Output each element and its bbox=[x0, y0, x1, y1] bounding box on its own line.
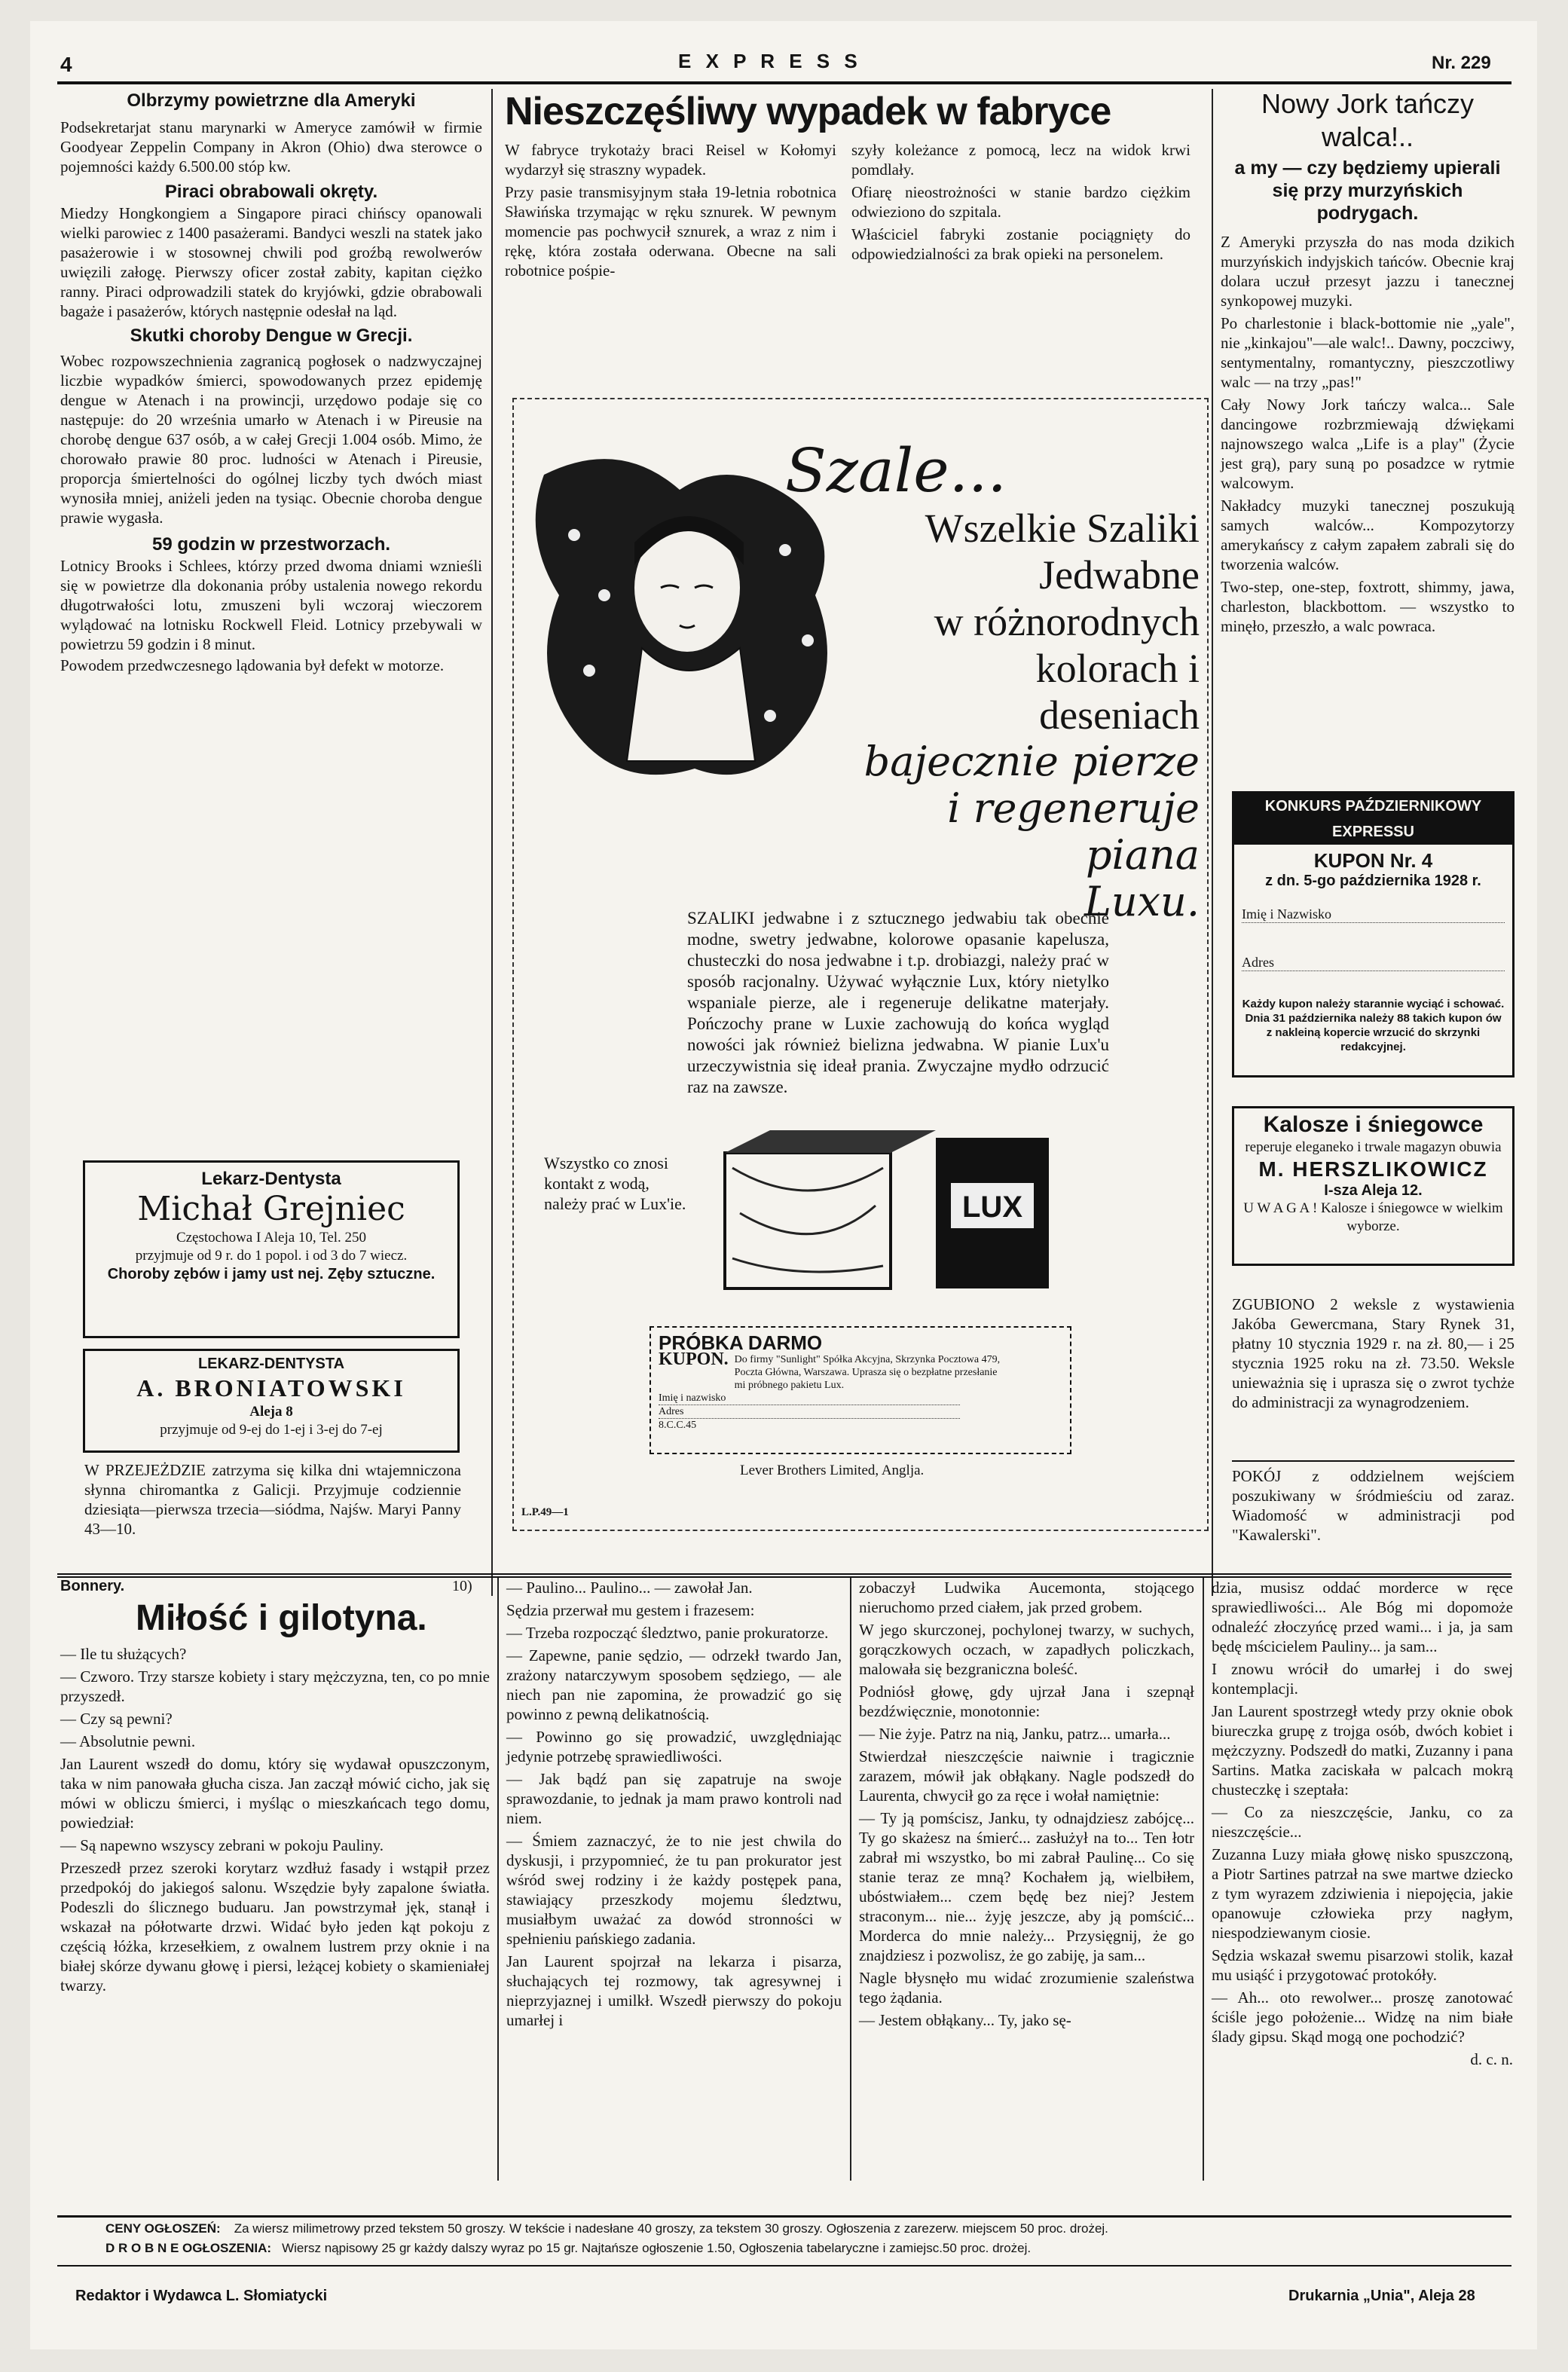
coupon-small: Do firmy "Sunlight" Spółka Akcyjna, Skrzynka Pocztowa 479, Poczta Główna, Warszawa. Uprasza się o bezpłatne przesłanie mi próbnego pakietu Lux. bbox=[734, 1354, 1001, 1391]
ad-address: I-sza Aleja 12. bbox=[1324, 1182, 1423, 1199]
lux-headline-3: Jedwabne bbox=[1039, 552, 1200, 598]
story-paragraph: Podniósł głowę, gdy ujrzał Jana i szepnął bezdźwięcznie, monotonnie: bbox=[859, 1683, 1194, 1720]
story-paragraph: — Paulino... Paulino... — zawołał Jan. bbox=[506, 1579, 753, 1597]
article-title: Olbrzymy powietrzne dla Ameryki bbox=[127, 90, 416, 111]
lux-box-label: LUX bbox=[962, 1191, 1022, 1224]
dentist-ad-grejniec bbox=[83, 1160, 460, 1338]
article-text: Podsekretarjat stanu marynarki w Ameryce zamówił w firmie Goodyear Zeppelin Company in Akron (Ohio) dwa sterowce o pojemności każdy 6.500.00 stóp kw. bbox=[60, 118, 482, 176]
story-paragraph: dzia, musisz oddać morderce w ręce sprawiedliwości... Ale Bóg mi dopomoże odnaleźć złoczyńcę przed wami... i ja, ja sam będę mścicielem Pauliny... ja sam... bbox=[1212, 1579, 1513, 1655]
ad-slogan: Choroby zębów i jamy ust nej. Zęby sztuczne. bbox=[107, 1266, 436, 1282]
footer-rule bbox=[57, 2265, 1511, 2267]
header-rule bbox=[57, 81, 1511, 84]
ad-name: Michał Grejniec bbox=[137, 1190, 405, 1228]
story-paragraph: W jego skurczonej, pochylonej twarzy, w suchych, gorączkowych oczach, w zapadłych policzkach, malowała się bezgraniczna boleść. bbox=[859, 1621, 1194, 1678]
classified-prices bbox=[105, 2239, 1507, 2257]
story-paragraph: zobaczył Ludwika Aucemonta, stojącego nieruchomo przed ciałem, jak przed grobem. bbox=[859, 1579, 1194, 1616]
article-text: W fabryce trykotaży braci Reisel w Kołomyi wydarzył się straszny wypadek. bbox=[505, 141, 836, 179]
story-paragraph: — Absolutnie pewni. bbox=[60, 1732, 196, 1750]
ad-hours: przyjmuje od 9 r. do 1 popol. i od 3 do 7 wiecz. bbox=[135, 1248, 408, 1264]
contest-coupon[interactable] bbox=[1232, 791, 1515, 1077]
dentist-ad-broniatowski bbox=[83, 1349, 460, 1453]
story-paragraph: — Powinno go się prowadzić, uwzględniając jedynie potrzebę sprawiedliwości. bbox=[506, 1728, 842, 1765]
lux-footer: Lever Brothers Limited, Anglja. bbox=[740, 1463, 925, 1478]
article-text: szyły koleżance z pomocą, lecz na widok krwi pomdlały. bbox=[851, 141, 1191, 179]
prices-text: Za wiersz milimetrowy przed tekstem 50 groszy. W tekście i nadesłane 40 groszy, za tekstem 30 groszy. Ogłoszenia z zarezerw. miejscem 50 proc. drożej. bbox=[234, 2221, 1108, 2236]
coupon-name-field[interactable]: Imię i nazwisko bbox=[659, 1392, 960, 1405]
article-title: 59 godzin w przestworzach. bbox=[151, 534, 391, 555]
story-paragraph: Stwierdzał nieszczęście naiwnie i tragicznie zarazem, mówił jak obłąkany. Nagle podszedł do Laurenta, chwycił go za ręce i wołał namiętnie: bbox=[859, 1747, 1194, 1805]
ad-title: Kalosze i śniegowce bbox=[1263, 1112, 1484, 1137]
feuilleton-author: Bonnery. bbox=[60, 1578, 125, 1594]
story-paragraph: — Jak bądź pan się zapatruje na swoje sprawozdanie, to jednak ja mam prawo kontroli nad niem. bbox=[506, 1770, 842, 1827]
lux-code: L.P.49—1 bbox=[521, 1506, 569, 1518]
story-paragraph: — Co za nieszczęście, Janku, co za nieszczęście... bbox=[1212, 1803, 1513, 1841]
masthead: E X P R E S S bbox=[678, 50, 862, 72]
story-paragraph: — Ty ją pomścisz, Janku, ty odnajdziesz zabójcę... Ty go skażesz na śmierć... zasłużył na to... Ten łotr zabrał mi wszystko, bo mi zabrał Paulinę... Co się stanie teraz ze mną? Kochałem ją, wielbiłem, ubóstwiałem... czem będę bez niej? Jestem straconym... nie... żyję jeszcze, aby ją pomścić... Mordercа do mnie należy... Przysięgnij, że go znajdziesz i pozwolisz, że go zabiję, ja sam... bbox=[859, 1809, 1194, 1964]
article-title: Nowy Jork tańczy walca!.. bbox=[1261, 88, 1475, 152]
contest-address-field[interactable]: Adres bbox=[1242, 955, 1505, 971]
lux-headline-7: bajecznie pierze bbox=[863, 738, 1200, 785]
ad-heading: Lekarz-Dentysta bbox=[201, 1169, 341, 1189]
feuilleton-col3 bbox=[859, 1578, 1194, 2033]
article-text: Nakładcy muzyki tanecznej poszukują samych walców... Kompozytorzy amerykańscy z całym zapałem zabrali się do tworzenia walców. bbox=[1221, 497, 1515, 573]
story-paragraph: Zuzanna Luzy miała głowę nisko spuszczoną, a Piotr Sartines patrzał na swe martwe dziecko z tym wyrazem zdziwienia i niepojęcia, jakie opanowuje człowieka przy nagłym, niespodziewanym ciosie. bbox=[1212, 1845, 1513, 1942]
article-text: Lotnicy Brooks i Schlees, którzy przed dwoma dniami wznieśli się w powietrze dla dokonania próby ustalenia nowego rekordu długotrwałości lotu, zmuszeni byli wczoraj wieczorem wylądować na lotnisku Rockwell Fleid. Lotnicy przebywali w powietrzu 59 godzin i 8 minut. bbox=[60, 557, 482, 653]
feuilleton-number: 10) bbox=[452, 1578, 472, 1594]
center-article-col1 bbox=[505, 140, 836, 283]
column-rule bbox=[491, 89, 493, 1596]
column-rule bbox=[1203, 1578, 1204, 2181]
story-paragraph: Jan Laurent wszedł do domu, który się wydawał opuszczonym, taka w nim panowała głucha cisza. Jan zaczął mówić cicho, jak się mówi w obliczu śmierci, i myśląc o mieszkańcach tego domu, powiedział: bbox=[60, 1755, 490, 1832]
story-paragraph: — Czworo. Trzy starsze kobiety i stary mężczyzna, ten, co po mnie przyszedł. bbox=[60, 1667, 490, 1705]
drobne-text: Wiersz nąpisowy 25 gr każdy dalszy wyraz po 15 gr. Najtańsze ogłoszenie 1.50, Ogłoszenia tabelaryczne i zamiejsc.50 proc. drożej. bbox=[282, 2241, 1032, 2255]
lux-headline-6: deseniach bbox=[1039, 692, 1200, 738]
ad-prices bbox=[105, 2220, 1507, 2238]
feuilleton-col1 bbox=[60, 1644, 490, 1998]
article-text: Miedzy Hongkongiem a Singapore piraci chińscy opanowali wielki parowiec z 1400 pasażerami. Bandyci weszli na statek jako pasażerowie i w stosownej chwili pod groźbą rewolwerów uwięzili załogę. Pierwszy oficer został zabity, kapitan ciężko ranny. Piraci odprowadzili statek do kryjówki, gdzie obrabowali bagaże i pasażerów, których następnie odesłał na ląd. bbox=[60, 204, 482, 320]
editor: Redaktor i Wydawca L. Słomiatycki bbox=[75, 2288, 328, 2304]
article-text: Powodem przedwczesnego lądowania był defekt w motorze. bbox=[60, 656, 445, 674]
left-column bbox=[60, 90, 482, 677]
feuilleton-col4 bbox=[1212, 1578, 1513, 2072]
feuilleton-col2 bbox=[506, 1578, 842, 2033]
ad-line: reperuje eleganeko i trwale magazyn obuwia bbox=[1245, 1139, 1502, 1155]
coupon-kupon: KUPON. bbox=[659, 1350, 729, 1369]
ad-heading: LEKARZ-DENTYSTA bbox=[197, 1356, 345, 1372]
ad-name: M. HERSZLIKOWICZ bbox=[1258, 1157, 1488, 1181]
story-paragraph: — Trzeba rozpocząć śledztwo, panie prokuratorze. bbox=[506, 1624, 829, 1642]
article-text: Two-step, one-step, foxtrott, shimmy, jawa, charleston, blackbottom. — wszystko to minęło, przeszło, a walc powraca. bbox=[1221, 578, 1515, 635]
article-text: Ofiarę nieostrożności w stanie bardzo ciężkim odwieziono do szpitala. bbox=[851, 183, 1191, 221]
article-text: Przy pasie transmisyjnym stała 19-letnia robotnica Sławińska trzymając w ręku sznurek. W pewnym momencie pas pochwycił sznurek, a wraz z nim i rękę, która została oderwana. Obecne na sali robotnice pośpie- bbox=[505, 183, 836, 280]
article-title: Piraci obrabowali okręty. bbox=[164, 182, 378, 202]
story-paragraph: — Nie żyje. Patrz na nią, Janku, patrz... umarła... bbox=[859, 1725, 1171, 1743]
coupon-title: PRÓBKA DARMO bbox=[659, 1331, 823, 1354]
issue-number: Nr. 229 bbox=[1432, 53, 1491, 73]
feuilleton-title: Miłość i gilotyna. bbox=[136, 1598, 427, 1638]
lux-body-text: SZALIKI jedwabne i z sztucznego jedwabiu tak obecnie modne, swetry jedwabne, kolorowe opasanie kapelusza, chusteczki do nosa jedwabne i t.p. drobiazgi, należy prać w sposób racjonalny. Używać wyłącznie Lux, który nietylko wspaniale pierze, ale i regeneruje delikatne materjały. Pończochy prane w Luxie zachowują do końca wygląd nowości jak również bielizna jedwabna. W pianie Lux'u urzeczywistnia się ideał prania. Zwyczajne mydło odrzucić raz na zawsze. bbox=[687, 909, 1109, 1096]
lux-advertisement bbox=[512, 398, 1209, 1531]
lux-headline-8: i regeneruje piana bbox=[947, 784, 1200, 879]
contest-note: Każdy kupon należy starannie wyciąć i schować. Dnia 31 października należy 88 takich kupon ów z nakleiną kopercie wrzucić do skrzynki redakcyjnej. bbox=[1242, 998, 1505, 1053]
story-paragraph: — Zapewne, panie sędzio, — odrzekł twardo Jan, zrażony natarczywym sposobem sędziego, — ale niech pan nie zapomina, że prowadzić go się powinno z pewną delikatnością. bbox=[506, 1646, 842, 1723]
story-paragraph: — Czy są pewni? bbox=[60, 1710, 173, 1728]
lux-headline-5: kolorach i bbox=[1035, 646, 1200, 691]
lux-box-illustration bbox=[710, 1123, 1071, 1311]
story-paragraph: Jan Laurent spojrzał na lekarza i pisarza, słuchających tej rozmowy, tak agresywnej i nieprzyjaznej i umilkł. Wszedł pierwszy do pokoju umarłej i bbox=[506, 1952, 842, 2029]
article-title: Skutki choroby Dengue w Grecji. bbox=[130, 326, 413, 346]
article-text: Wobec rozpowszechnienia zagranicą pogłosek o nadzwyczajnej liczbie wypadków śmierci, spowodowanych przez epidemję dengue w Atenach i na prowincji, urzędowo podaje się co następuje: do 20 września umarło w Atenach i w Pireusie na chorobę dengue 637 osób, a w całej Grecji 1.004 osób. Mimo, że chorowało prawie 80 proc. ludności w Atenach i Pireusie, proporcja śmiertelności do ogólnej liczby tych dwóch miast wynosiła mniej, aniżeli jeden na tysiąc. Obecnie choroba dengue prawie wygasła. bbox=[60, 352, 482, 527]
ad-note: U W A G A ! Kalosze i śniegowce w wielkim wyborze. bbox=[1243, 1200, 1503, 1234]
ad-address: Aleja 8 bbox=[249, 1404, 293, 1420]
story-paragraph: I znowu wrócił do umarłej i do swej kontemplacji. bbox=[1212, 1660, 1513, 1698]
lux-side-text: Wszystko co znosi kontakt z wodą, należy prać w Lux'ie. bbox=[544, 1154, 686, 1213]
center-article-col2 bbox=[851, 140, 1191, 267]
story-paragraph: Sędzia wskazał swemu pisarzowi stolik, kazał mu usiąść i przygotować protokóły. bbox=[1212, 1946, 1513, 1984]
palmist-notice: W PRZEJEŻDZIE zatrzyma się kilka dni wtajemniczona słynna chiromantka z Galicji. Przyjmuje codziennie dziesiąta—pierwsza trzecia—siódma, Najśw. Maryi Panny 43—10. bbox=[84, 1461, 461, 1538]
article-text: Właściciel fabryki zostanie pociągnięty do odpowiedzialności za brak opieki na personelem. bbox=[851, 225, 1191, 263]
story-paragraph: Jan Laurent spostrzegł wtedy przy oknie obok biureczka grupę z trojga osób, dwóch kobiet i mężczyzny. Podszedł do matki, Zuzanny i pana Sartins. Matka zaciskała w palcach mokrą chusteczkę i szeptała: bbox=[1212, 1702, 1513, 1799]
footer-rule bbox=[57, 2215, 1511, 2218]
article-text: Cały Nowy Jork tańczy walca... Sale dancingowe rozbrzmiewają dźwiękami najnowszego walca „Life is a play" (Życie jest grą), pary suną po posadzce w rytmie walcowym. bbox=[1221, 396, 1515, 492]
ad-address: Częstochowa I Aleja 10, Tel. 250 bbox=[176, 1230, 367, 1246]
contest-heading: KONKURS PAŹDZIERNIKOWY EXPRESSU bbox=[1234, 793, 1512, 845]
printer: Drukarnia „Unia", Aleja 28 bbox=[1288, 2288, 1475, 2304]
article-subtitle: a my — czy będziemy upierali się przy murzyńskich podrygach. bbox=[1234, 157, 1501, 224]
center-article-title: Nieszczęśliwy wypadek w fabryce bbox=[505, 90, 1111, 133]
story-paragraph: Przeszedł przez szeroki korytarz wzdłuż fasady i wstąpił przez przedpokój do jakiegoś salonu. Wszędzie były zapalone światła. Podeszli do ślicznego buduaru. Jan powstrzymał jęk, stanął i wskazał na półotwarte drzwi. Widać było jeden kąt pokoju z częścią łóżka, krzesełkiem, z owalnem lustrem przy oknie i na białej skórze dywanu głowę i piersi, leżącej kobiety o skamieniałej twarzy. bbox=[60, 1859, 490, 1994]
prices-label: CENY OGŁOSZEŃ: bbox=[105, 2221, 221, 2236]
coupon-address-field[interactable]: Adres bbox=[659, 1405, 960, 1419]
drobne-label: D R O B N E OGŁOSZENIA: bbox=[105, 2241, 272, 2255]
story-paragraph: — Ile tu służących? bbox=[60, 1645, 187, 1663]
lux-headline-block bbox=[838, 505, 1200, 925]
story-paragraph: — Jestem obłąkany... Ty, jako sę- bbox=[859, 2011, 1071, 2029]
lux-headline-1: Szale... bbox=[785, 436, 1007, 506]
newspaper-page bbox=[30, 21, 1537, 2349]
coupon-code: 8.C.C.45 bbox=[659, 1420, 697, 1431]
contest-name-field[interactable]: Imię i Nazwisko bbox=[1242, 906, 1505, 923]
story-paragraph: — Ah... oto rewolwer... proszę zanotować ściśle jego położenie... Widzę na nim białe ślady gipsu. Skąd mogą one pochodzić? bbox=[1212, 1988, 1513, 2046]
right-column bbox=[1221, 87, 1515, 639]
ad-hours: przyjmuje od 9-ej do 1-ej i 3-ej do 7-ej bbox=[160, 1422, 383, 1438]
lux-headline-2: Wszelkie Szaliki bbox=[925, 506, 1200, 551]
lux-sample-coupon[interactable] bbox=[650, 1326, 1071, 1454]
article-text: Po charlestonie i black-bottomie nie „yale", nie „kinkajou"—ale walc!.. Dawny, poczciwy, sentymentalny, romantyczny, pieszczotliwy walc — na trzy „pas!" bbox=[1221, 314, 1515, 391]
contest-date: z dn. 5-go października 1928 r. bbox=[1265, 873, 1481, 889]
column-rule bbox=[1212, 89, 1213, 1596]
story-paragraph: Sędzia przerwał mu gestem i frazesem: bbox=[506, 1601, 755, 1619]
lost-notice: ZGUBIONO 2 weksle z wystawienia Jakóba Gewercmana, Stary Rynek 31, płatny 10 stycznia 1929 r. na zł. 80,— i 25 stycznia 1925 roku na zł. 73.50. Weksle unieważnia się i uprasza się o zwrot tychże do administracji za wynagrodzeniem. bbox=[1232, 1295, 1515, 1411]
story-paragraph: — Śmiem zaznaczyć, że to nie jest chwila do dyskusji, i przypomnieć, że tu pan prokurator jest wśród swej rodziny i że każdy postępek pana, stawiający przeszkody mojemu śledztwu, musiałbym uważać za dowód stronności w spełnieniu pańskiego zadania. bbox=[506, 1832, 842, 1948]
lux-headline-9: Luxu. bbox=[1084, 878, 1200, 925]
article-text: Z Ameryki przyszła do nas moda dzikich murzyńskich indyjskich tańców. Obecnie kraj dolara uczuł przesyt jazzu i tanecznej synkopowej muzyki. bbox=[1221, 233, 1515, 310]
room-notice: POKÓJ z oddzielnem wejściem poszukiwany w śródmieściu od zaraz. Wiadomość w administracji pod "Kawalerski". bbox=[1232, 1467, 1515, 1544]
story-continued: d. c. n. bbox=[1470, 2050, 1513, 2068]
contest-kupon: KUPON Nr. 4 bbox=[1313, 849, 1433, 872]
page-number: 4 bbox=[60, 53, 72, 76]
story-paragraph: — Są napewno wszyscy zebrani w pokoju Pauliny. bbox=[60, 1836, 384, 1854]
galoshes-ad bbox=[1232, 1106, 1515, 1266]
lux-headline-4: w różnorodnych bbox=[934, 599, 1200, 644]
column-rule bbox=[497, 1578, 499, 2181]
notice-rule bbox=[1232, 1460, 1515, 1462]
story-paragraph: Nagle błysnęło mu widać zrozumienie szaleństwa tego żądania. bbox=[859, 1969, 1194, 2007]
ad-name: A. BRONIATOWSKI bbox=[136, 1374, 406, 1401]
column-rule bbox=[850, 1578, 851, 2181]
